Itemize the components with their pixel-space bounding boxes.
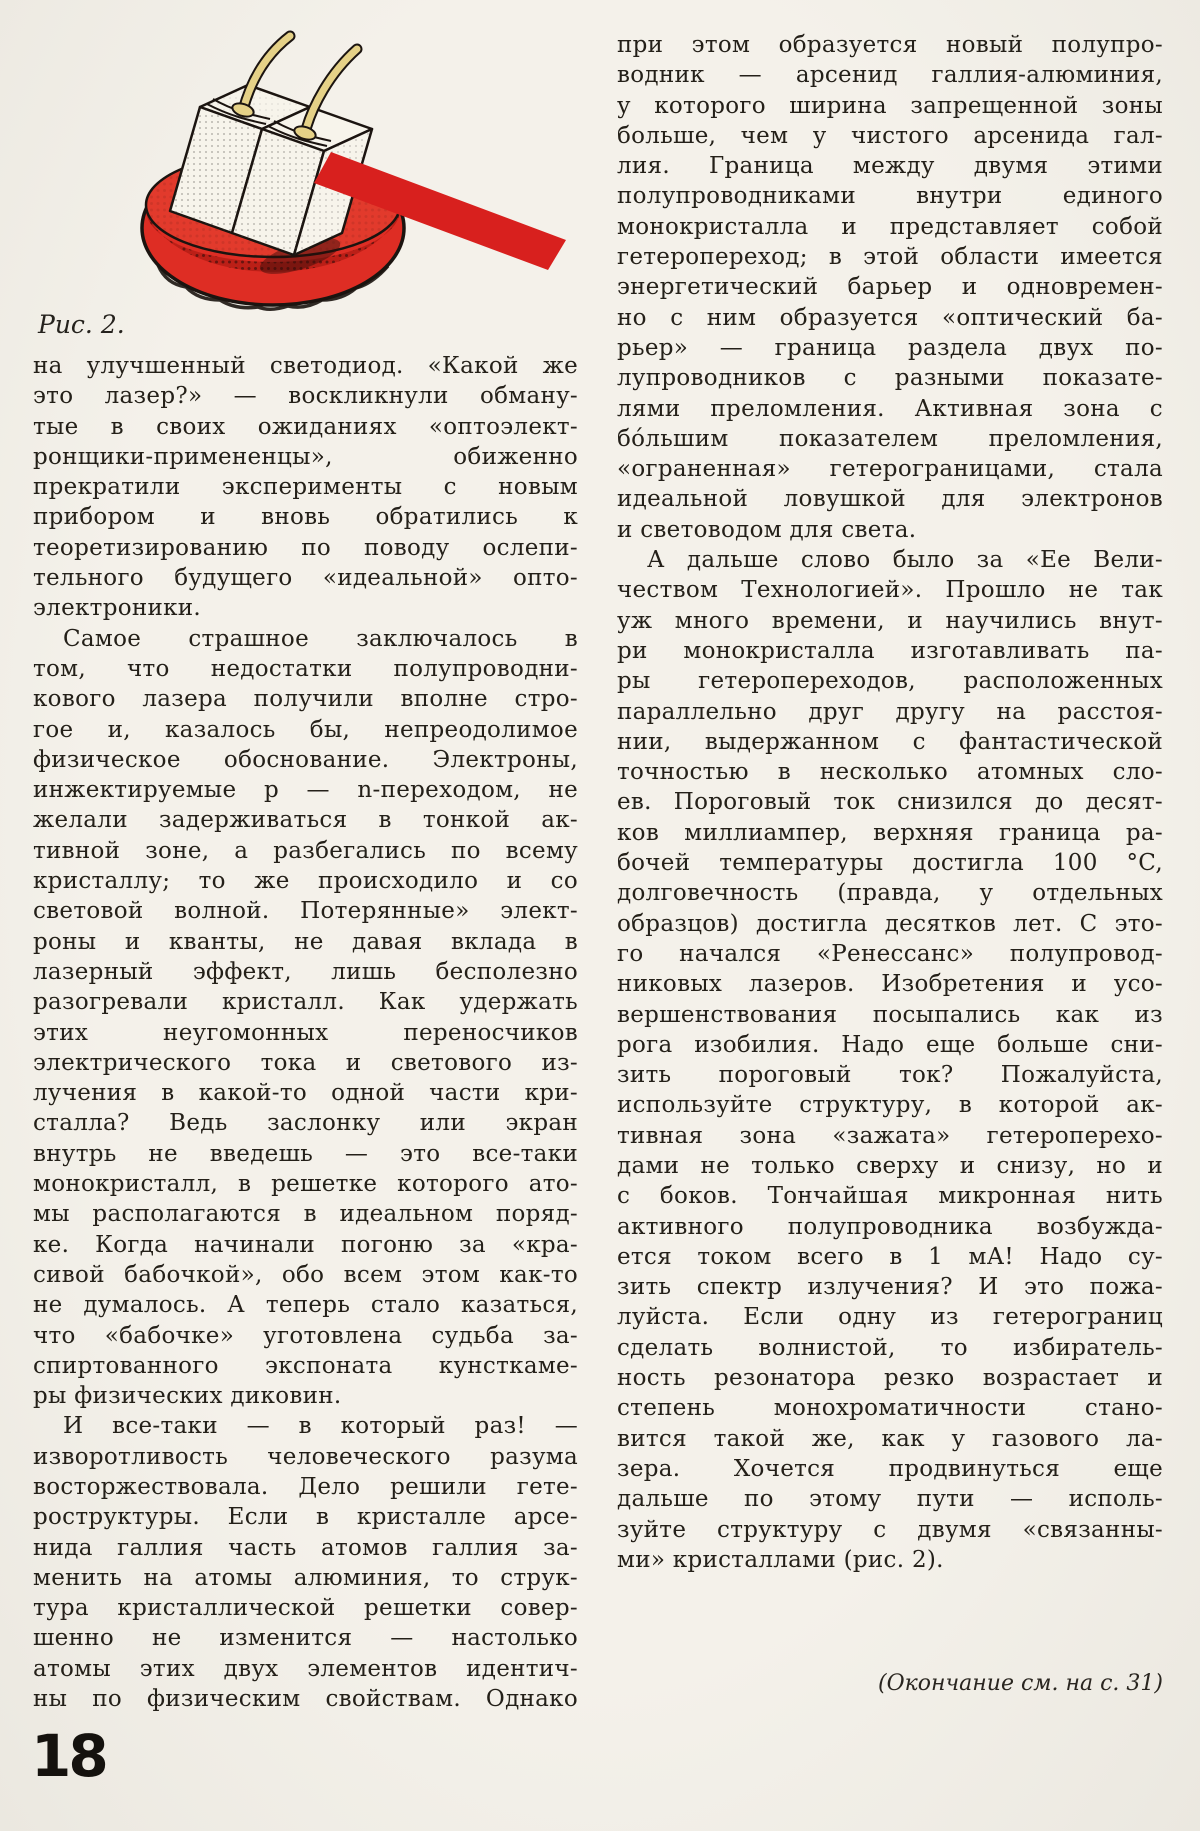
text-line: вится такой же, как у газового ла-: [617, 1425, 1163, 1452]
text-line: тивной зоне, а разбегались по всему: [33, 837, 578, 864]
text-line: зить спектр излучения? И это пожа-: [617, 1274, 1163, 1301]
text-line: больше, чем у чистого арсенида гал-: [617, 122, 1163, 149]
text-line: гое и, казалось бы, непреодолимое: [33, 716, 578, 743]
text-line: тивная зона «зажата» гетероперехо-: [617, 1122, 1163, 1149]
text-line: электрического тока и светового из-: [33, 1049, 578, 1076]
text-line: образцов) достигла десятков лет. С это-: [617, 910, 1163, 937]
text-line: но с ним образуется «оптический ба-: [617, 304, 1163, 331]
text-line: восторжествовала. Дело решили гете-: [33, 1473, 578, 1500]
text-line: кристаллу; то же происходило и со: [33, 868, 578, 895]
text-line: атомы этих двух элементов идентич-: [33, 1655, 578, 1682]
text-line: энергетический барьер и одновремен-: [617, 274, 1163, 301]
figure-illustration: [0, 0, 600, 332]
text-line: изворотливость человеческого разума: [33, 1443, 578, 1470]
text-line: А дальше слово было за «Ее Вели-: [647, 547, 1163, 574]
text-line: лазерный эффект, лишь бесполезно: [33, 958, 578, 985]
text-line: ков миллиампер, верхняя граница ра-: [617, 819, 1163, 846]
text-line: водник — арсенид галлия-алюминия,: [617, 62, 1163, 89]
text-line: физическое обоснование. Электроны,: [33, 746, 578, 773]
text-line: полупроводниками внутри единого: [617, 183, 1163, 210]
text-line: это лазер?» — воскликнули обману-: [33, 383, 578, 410]
text-line: роны и кванты, не давая вклада в: [33, 928, 578, 955]
text-line: используйте структуру, в которой ак-: [617, 1092, 1163, 1119]
text-line: точностью в несколько атомных сло-: [617, 759, 1163, 786]
text-line: лями преломления. Активная зона с: [617, 395, 1163, 422]
paragraph: [33, 351, 578, 624]
text-line: бочей температуры достигла 100 °C,: [617, 850, 1163, 877]
text-line: параллельно друг другу на расстоя-: [617, 698, 1163, 725]
text-line: теоретизированию по поводу ослепи-: [33, 534, 578, 561]
paragraph: [33, 624, 578, 1412]
text-line: световой волной. Потерянные» элект-: [33, 898, 578, 925]
text-line: что «бабочке» уготовлена судьба за-: [33, 1322, 578, 1349]
text-line: сделать волнистой, то избиратель-: [617, 1334, 1163, 1361]
figure-caption: Рис. 2.: [38, 310, 125, 339]
text-line: нида галлия часть атомов галлия за-: [33, 1534, 578, 1561]
text-line: бо́льшим показателем преломления,: [617, 425, 1163, 452]
text-line: не думалось. А теперь стало казаться,: [33, 1292, 578, 1319]
text-line: лучения в какой-то одной части кри-: [33, 1080, 578, 1107]
text-line: ется током всего в 1 мА! Надо су-: [617, 1243, 1163, 1270]
text-line: рога изобилия. Надо еще больше сни-: [617, 1031, 1163, 1058]
text-line: лупроводников с разными показате-: [617, 365, 1163, 392]
text-line: шенно не изменится — настолько: [33, 1625, 578, 1652]
text-line: электроники.: [33, 595, 202, 622]
text-line: гетеропереход; в этой области имеется: [617, 244, 1163, 271]
left-column: [33, 351, 578, 1714]
text-line: тура кристаллической решетки совер-: [33, 1595, 578, 1622]
text-line: долговечность (правда, у отдельных: [617, 880, 1163, 907]
text-line: ронщики-примененцы», обиженно: [33, 443, 578, 470]
text-line: никовых лазеров. Изобретения и усо-: [617, 971, 1163, 998]
paragraph: [617, 30, 1163, 545]
continuation-note: (Окончание см. на с. 31): [877, 1671, 1163, 1696]
text-line: ры физических диковин.: [33, 1383, 342, 1410]
text-line: тельного будущего «идеальной» опто-: [33, 565, 578, 592]
text-line: активного полупроводника возбужда-: [617, 1213, 1163, 1240]
text-line: том, что недостатки полупроводни-: [33, 655, 578, 682]
text-line: ры гетеропереходов, расположенных: [617, 668, 1163, 695]
text-line: чеством Технологией». Прошло не так: [617, 577, 1163, 604]
text-line: желали задерживаться в тонкой ак-: [33, 807, 578, 834]
text-line: и световодом для света.: [617, 516, 917, 543]
text-line: монокристалла и представляет собой: [617, 213, 1163, 240]
text-line: уж много времени, и научились внут-: [617, 607, 1163, 634]
text-line: ри монокристалла изготавливать па-: [617, 637, 1163, 664]
text-line: мы располагаются в идеальном поряд-: [33, 1201, 578, 1228]
text-line: у которого ширина запрещенной зоны: [617, 92, 1163, 119]
text-line: дальше по этому пути — исполь-: [617, 1486, 1163, 1513]
text-line: тые в своих ожиданиях «оптоэлект-: [33, 413, 578, 440]
right-column: [617, 30, 1163, 1575]
text-line: сивой бабочкой», обо всем этом как-то: [33, 1261, 578, 1288]
text-line: го начался «Ренессанс» полупровод-: [617, 940, 1163, 967]
page-number: 18: [31, 1722, 106, 1790]
text-line: внутрь не введешь — это все-таки: [33, 1140, 578, 1167]
text-line: ке. Когда начинали погоню за «кра-: [33, 1231, 578, 1258]
text-line: сталла? Ведь заслонку или экран: [33, 1110, 578, 1137]
text-line: с боков. Тончайшая микронная нить: [617, 1183, 1163, 1210]
text-line: идеальной ловушкой для электронов: [617, 486, 1163, 513]
text-line: разогревали кристалл. Как удержать: [33, 989, 578, 1016]
figure-2: [0, 0, 600, 332]
text-line: зить пороговый ток? Пожалуйста,: [617, 1062, 1163, 1089]
text-line: спиртованного экспоната кунсткаме-: [33, 1352, 578, 1379]
text-line: ны по физическим свойствам. Однако: [33, 1686, 578, 1713]
text-line: при этом образуется новый полупро-: [617, 32, 1163, 58]
text-line: степень монохроматичности стано-: [617, 1395, 1163, 1422]
text-line: ми» кристаллами (рис. 2).: [617, 1546, 944, 1573]
text-line: нии, выдержанном с фантастической: [617, 728, 1163, 755]
text-line: прибором и вновь обратились к: [33, 504, 578, 531]
paragraph: [33, 1411, 578, 1714]
text-line: инжектируемые p — n-переходом, не: [33, 777, 578, 804]
text-line: прекратили эксперименты с новым: [33, 474, 578, 501]
text-line: зуйте структуру с двумя «связанны-: [617, 1516, 1163, 1543]
text-line: Самое страшное заключалось в: [63, 625, 578, 652]
text-line: лия. Граница между двумя этими: [617, 153, 1163, 180]
text-line: «ограненная» гетерограницами, стала: [617, 456, 1163, 483]
text-line: И все-таки — в который раз! —: [63, 1413, 578, 1440]
text-line: рьер» — граница раздела двух по-: [617, 334, 1163, 361]
text-line: кового лазера получили вполне стро-: [33, 686, 578, 713]
text-line: зера. Хочется продвинуться еще: [617, 1455, 1163, 1482]
text-line: на улучшенный светодиод. «Какой же: [33, 353, 578, 379]
text-line: роструктуры. Если в кристалле арсе-: [33, 1504, 578, 1531]
text-line: луйста. Если одну из гетерограниц: [617, 1304, 1163, 1331]
text-line: монокристалл, в решетке которого ато-: [33, 1171, 578, 1198]
text-line: ность резонатора резко возрастает и: [617, 1365, 1163, 1392]
text-line: ев. Пороговый ток снизился до десят-: [617, 789, 1163, 816]
paragraph: [617, 545, 1163, 1575]
text-line: вершенствования посыпались как из: [617, 1001, 1163, 1028]
text-line: менить на атомы алюминия, то струк-: [33, 1564, 578, 1591]
text-line: дами не только сверху и снизу, но и: [617, 1152, 1163, 1179]
text-line: этих неугомонных переносчиков: [33, 1019, 578, 1046]
